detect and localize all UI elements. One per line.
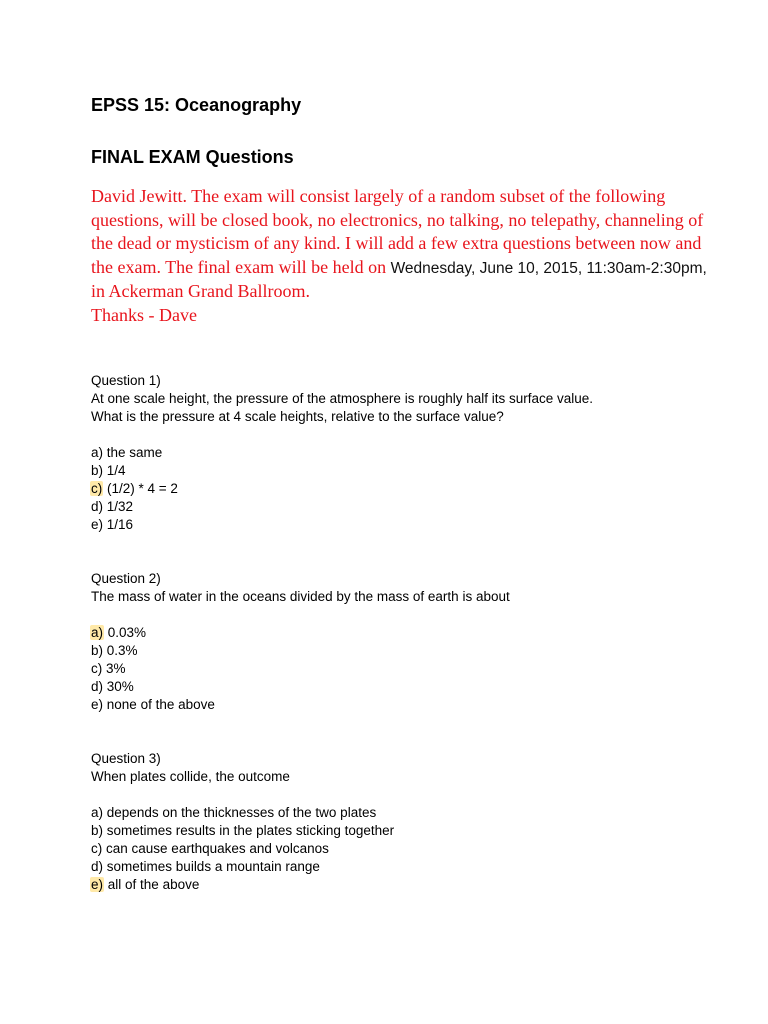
option-text: can cause earthquakes and volcanos [106,841,329,856]
option-text: 3% [106,661,126,676]
option-letter-highlighted: a) [91,625,104,640]
option-letter: a) [91,805,104,820]
question-2 [91,570,708,714]
option-letter: d) [91,499,104,514]
exam-date-time: Wednesday, June 10, 2015, 11:30am-2:30pm, [390,259,707,277]
question-heading: Question 3) [91,751,161,766]
option-text: 1/4 [106,463,126,478]
question-heading: Question 1) [91,373,161,388]
option-b [91,642,708,660]
question-1 [91,372,708,534]
option-d [91,498,708,516]
option-text: 0.03% [107,625,147,640]
exam-location: in Ackerman Grand Ballroom. [91,281,310,301]
option-e [91,696,708,714]
option-text: (1/2) * 4 = 2 [107,481,178,496]
option-d [91,858,708,876]
question-text: What is the pressure at 4 scale heights, relative to the surface value? [91,409,504,424]
option-c [91,660,708,678]
option-c [91,480,708,498]
option-text: sometimes results in the plates sticking together [106,823,395,838]
option-text: none of the above [106,697,215,712]
option-letter: b) [91,643,104,658]
option-letter: c) [91,661,103,676]
option-letter: b) [91,463,104,478]
question-text: At one scale height, the pressure of the atmosphere is roughly half its surface value. [91,391,594,406]
option-text: 1/16 [106,517,134,532]
option-a [91,624,708,642]
option-letter: a) [91,445,104,460]
option-text: sometimes builds a mountain range [106,859,320,874]
option-e [91,516,708,534]
option-text: 1/32 [106,499,134,514]
signoff: Thanks - Dave [91,304,197,325]
question-3 [91,750,708,894]
option-text: the same [106,445,163,460]
option-letter: d) [91,859,104,874]
option-a [91,444,708,462]
option-text: all of the above [107,877,200,892]
option-c [91,840,708,858]
option-letter: e) [91,697,104,712]
option-letter: e) [91,517,104,532]
option-letter-highlighted: e) [91,877,104,892]
course-title: EPSS 15: Oceanography [91,95,302,115]
question-text: The mass of water in the oceans divided by the mass of earth is about [91,589,510,604]
option-e [91,876,708,894]
exam-instructions [91,185,708,327]
option-a [91,804,708,822]
option-d [91,678,708,696]
question-heading: Question 2) [91,571,161,586]
option-letter: b) [91,823,104,838]
option-text: 0.3% [106,643,138,658]
option-b [91,462,708,480]
exam-title: FINAL EXAM Questions [91,147,294,167]
instructions-text: David Jewitt. The exam will consist largely of a random subset of the following questions, will be closed book, no electronics, no talking, no telepathy, channeling of the dead or mysticism of any kind. I will add a few extra questions between now and the exam. The final exam will be held on [91,186,704,277]
option-text: 30% [106,679,134,694]
option-letter: d) [91,679,104,694]
question-text: When plates collide, the outcome [91,769,290,784]
option-letter: c) [91,841,103,856]
option-b [91,822,708,840]
option-text: depends on the thicknesses of the two plates [106,805,377,820]
option-letter-highlighted: c) [91,481,103,496]
